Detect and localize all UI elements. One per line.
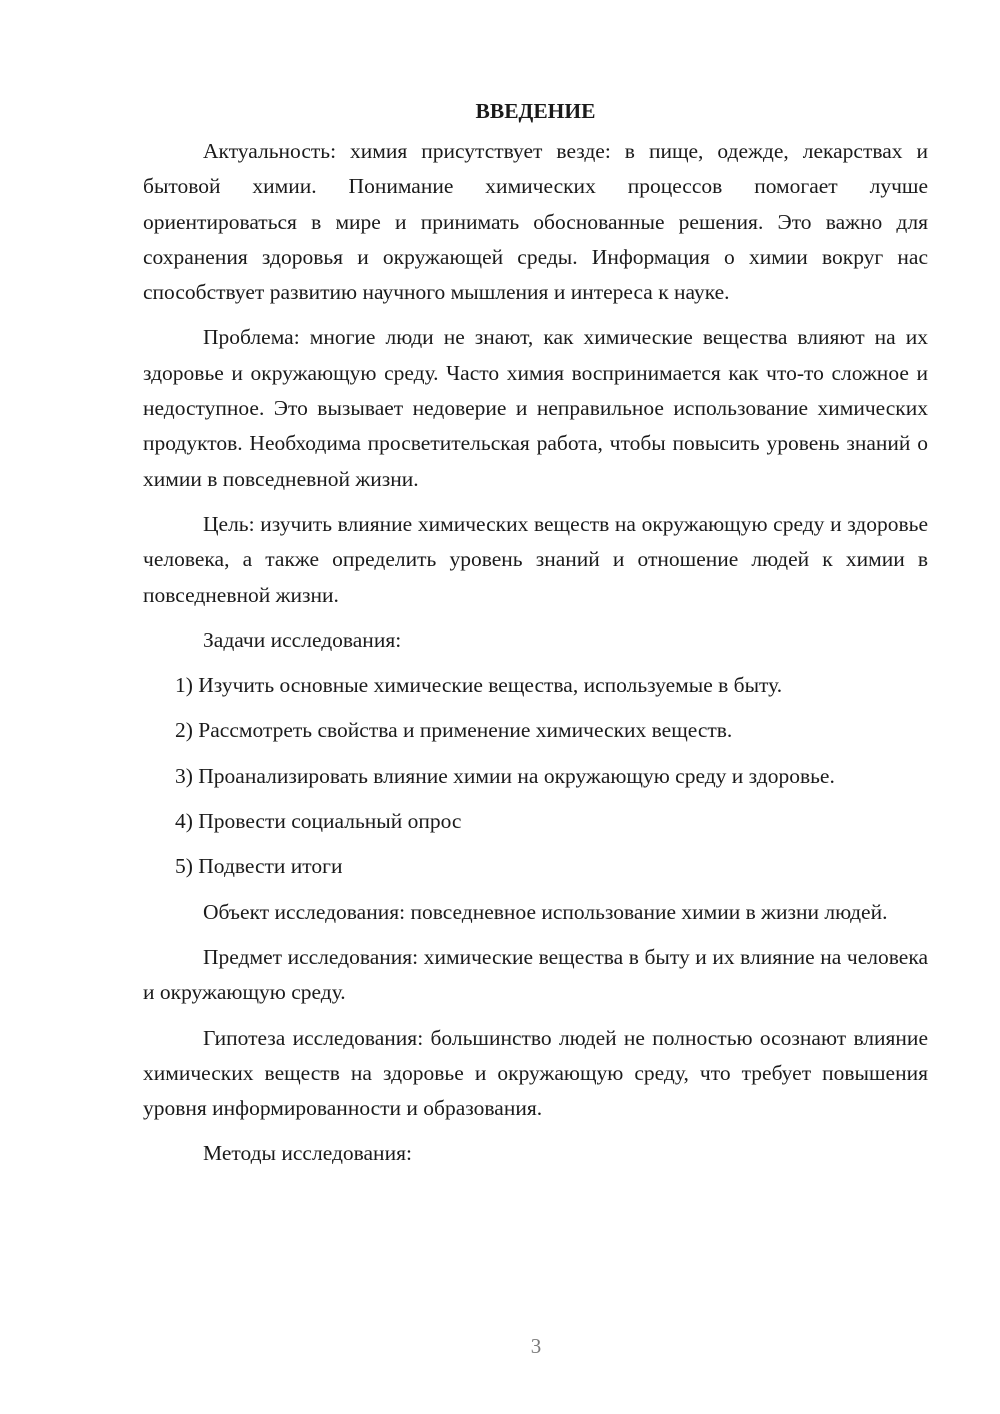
task-item: 4) Провести социальный опрос [175,809,462,834]
subject-paragraph: Предмет исследования: химические вещества в быту и их влияние на человека и окружающую среду. [143,944,928,1005]
object-paragraph: Объект исследования: повседневное использование химии в жизни людей. [203,899,888,924]
page-content [143,96,928,1182]
tasks-heading: Задачи исследования: [203,627,402,652]
task-item: 3) Проанализировать влияние химии на окружающую среду и здоровье. [175,763,835,788]
section-title: ВВЕДЕНИЕ [475,99,596,123]
task-item: 2) Рассмотреть свойства и применение химических веществ. [175,718,733,743]
hypothesis-paragraph: Гипотеза исследования: большинство людей не полностью осознают влияние химических веществ на здоровье и окружающую среду, что требует повышения уровня информированности и образования. [143,1025,928,1121]
problem-paragraph: Проблема: многие люди не знают, как химические вещества влияют на их здоровье и окружающую среду. Часто химия воспринимается как что-то сложное и недоступное. Это вызывает недоверие и неправильное использование химических продуктов. Необходима просветительская работа, чтобы повысить уровень знаний о химии в повседневной жизни. [143,325,928,491]
relevance-paragraph: Актуальность: химия присутствует везде: в пище, одежде, лекарствах и бытовой химии. Понимание химических процессов помогает лучше ориентироваться в мире и принимать обоснованные решения. Это важно для сохранения здоровья и окружающей среды. Информация о химии вокруг нас способствует развитию научного мышления и интереса к науке. [143,139,928,305]
goal-paragraph: Цель: изучить влияние химических веществ на окружающую среду и здоровье человека, а также определить уровень знаний и отношение людей к химии в повседневной жизни. [143,511,928,607]
task-item: 1) Изучить основные химические вещества, используемые в быту. [175,673,783,698]
page-number: 3 [530,1334,542,1358]
task-item: 5) Подвести итоги [175,854,343,879]
methods-heading: Методы исследования: [203,1141,412,1166]
